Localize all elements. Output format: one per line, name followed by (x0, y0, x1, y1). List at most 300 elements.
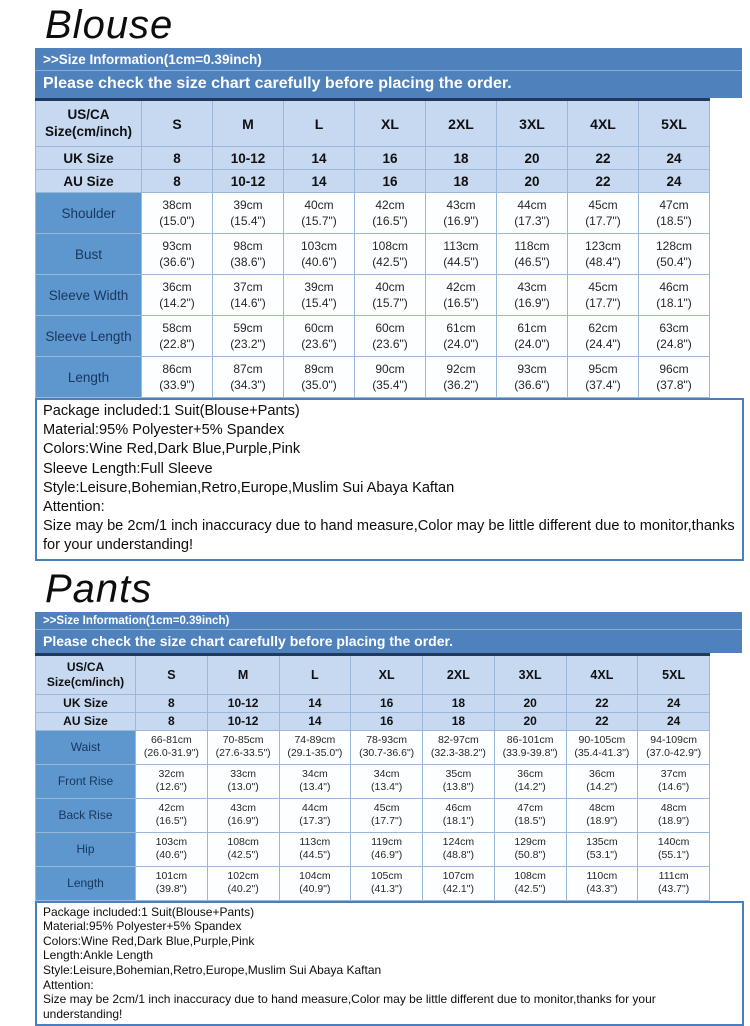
inch-value: (17.7") (585, 214, 621, 228)
uk-size-value: 8 (142, 147, 213, 170)
size-cell (213, 357, 284, 398)
au-size-value: 22 (566, 712, 638, 730)
au-size-value: 10-12 (207, 712, 279, 730)
au-size-value: 24 (638, 712, 710, 730)
inch-value: (46.9") (371, 849, 403, 862)
inch-value: (14.2") (159, 296, 195, 310)
size-cell (638, 798, 710, 832)
cm-value: 110cm (586, 869, 618, 882)
uk-size-row (36, 694, 710, 712)
inch-value: (17.7") (585, 296, 621, 310)
cm-value: 104cm (299, 869, 331, 882)
cm-value: 37cm (660, 767, 687, 780)
uk-size-value: 16 (351, 694, 423, 712)
measure-row-front-rise (36, 764, 710, 798)
cm-value: 140cm (657, 835, 690, 848)
size-cell (423, 764, 495, 798)
inch-value: (40.2") (227, 883, 259, 896)
size-cell (426, 234, 497, 275)
inch-value: (22.8") (159, 337, 195, 351)
measure-row-length (36, 357, 710, 398)
cm-value: 58cm (162, 321, 192, 335)
cm-value: 46cm (659, 280, 689, 294)
size-cell (351, 764, 423, 798)
uk-size-label: UK Size (36, 147, 142, 170)
note-line: Length:Ankle Length (43, 948, 154, 963)
row-label: Bust (36, 234, 142, 275)
inch-value: (13.0") (227, 781, 259, 794)
uk-size-value: 18 (423, 694, 495, 712)
size-cell (136, 798, 208, 832)
size-cell (355, 357, 426, 398)
inch-value: (42.5") (514, 883, 546, 896)
uk-size-value: 8 (136, 694, 208, 712)
inch-value: (35.4-41.3") (574, 747, 630, 760)
inch-value: (41.3") (371, 883, 403, 896)
inch-value: (23.6") (301, 337, 337, 351)
inch-value: (33.9-39.8") (502, 747, 558, 760)
pants-check-chart-text: Please check the size chart carefully before placing the order. (43, 632, 454, 649)
cm-value: 44cm (302, 801, 328, 814)
size-cell (639, 357, 710, 398)
size-cell (497, 316, 568, 357)
cm-value: 111cm (658, 869, 689, 882)
row-label: Front Rise (36, 764, 136, 798)
inch-value: (16.5") (155, 815, 187, 828)
size-cell (284, 234, 355, 275)
cm-value: 42cm (375, 198, 405, 212)
size-header-s: S (142, 100, 213, 147)
size-cell (279, 730, 351, 764)
blouse-notes (35, 398, 744, 561)
size-header-m: M (213, 100, 284, 147)
size-cell (207, 866, 279, 900)
inch-value: (15.4") (230, 214, 266, 228)
cm-value: 48cm (589, 801, 615, 814)
cm-value: 63cm (659, 321, 689, 335)
cm-value: 113cm (443, 239, 479, 253)
size-header-4xl: 4XL (568, 100, 639, 147)
cm-value: 94-109cm (650, 733, 697, 746)
corner-line2: Size(cm/inch) (46, 674, 125, 689)
cm-value: 93cm (517, 362, 547, 376)
note-line: Size may be 2cm/1 inch inaccuracy due to hand measure,Color may be little different due to monitor,thanks for your understanding! (43, 518, 735, 554)
uk-size-value: 16 (355, 147, 426, 170)
size-cell (568, 275, 639, 316)
inch-value: (50.8") (514, 849, 546, 862)
size-cell (142, 275, 213, 316)
cm-value: 39cm (304, 280, 334, 294)
cm-value: 70-85cm (222, 733, 264, 746)
cm-value: 105cm (370, 869, 403, 882)
blouse-banner (35, 48, 742, 98)
au-size-value: 14 (279, 712, 351, 730)
inch-value: (16.9") (514, 296, 550, 310)
size-cell (566, 730, 638, 764)
cm-value: 108cm (227, 835, 259, 848)
cm-value: 123cm (584, 239, 622, 253)
size-cell (213, 234, 284, 275)
size-cell (136, 832, 208, 866)
au-size-row (36, 712, 710, 730)
au-size-value: 20 (494, 712, 566, 730)
size-cell (497, 193, 568, 234)
row-label: Waist (36, 730, 136, 764)
size-cell (566, 866, 638, 900)
cm-value: 42cm (158, 801, 185, 814)
size-cell (142, 316, 213, 357)
size-cell (566, 832, 638, 866)
au-size-value: 20 (497, 170, 568, 193)
pants-size-info-text: >>Size Information(1cm=0.39inch) (35, 612, 742, 630)
size-header-l: L (284, 100, 355, 147)
size-header-2xl: 2XL (426, 100, 497, 147)
au-size-label: AU Size (36, 712, 136, 730)
cm-value: 43cm (230, 801, 256, 814)
size-cell (639, 234, 710, 275)
cm-value: 66-81cm (150, 733, 192, 746)
pants-notes (35, 901, 744, 1026)
inch-value: (14.2") (586, 781, 618, 794)
cm-value: 86-101cm (506, 733, 554, 746)
corner-line1: US/CA (66, 659, 105, 674)
size-cell (142, 193, 213, 234)
inch-value: (35.4") (372, 378, 408, 392)
inch-value: (48.8") (442, 849, 474, 862)
size-cell (279, 764, 351, 798)
inch-value: (40.9") (299, 883, 331, 896)
size-cell (494, 798, 566, 832)
size-cell (497, 357, 568, 398)
size-header-2xl: 2XL (423, 654, 495, 694)
size-header-3xl: 3XL (494, 654, 566, 694)
cm-value: 33cm (230, 767, 256, 780)
inch-value: (17.7") (371, 815, 403, 828)
cm-value: 107cm (442, 869, 475, 882)
cm-value: 60cm (304, 321, 334, 335)
cm-value: 119cm (371, 835, 402, 848)
cm-value: 102cm (227, 869, 259, 882)
cm-value: 36cm (162, 280, 192, 294)
cm-value: 96cm (659, 362, 689, 376)
uk-size-value: 18 (426, 147, 497, 170)
size-cell (355, 275, 426, 316)
inch-value: (26.0-31.9") (143, 747, 199, 760)
inch-value: (15.7") (372, 296, 408, 310)
cm-value: 37cm (233, 280, 263, 294)
size-cell (639, 275, 710, 316)
measure-row-back-rise (36, 798, 710, 832)
au-size-value: 18 (423, 712, 495, 730)
inch-value: (55.1") (658, 849, 690, 862)
au-size-value: 16 (355, 170, 426, 193)
cm-value: 36cm (589, 767, 615, 780)
cm-value: 45cm (588, 280, 618, 294)
inch-value: (36.2") (443, 378, 479, 392)
inch-value: (33.9") (159, 378, 195, 392)
size-cell (568, 193, 639, 234)
size-header-xl: XL (351, 654, 423, 694)
inch-value: (23.2") (230, 337, 266, 351)
row-label: Hip (36, 832, 136, 866)
size-cell (426, 193, 497, 234)
note-line: Size may be 2cm/1 inch inaccuracy due to hand measure,Color may be little different due to monitor,thanks for your understanding! (43, 992, 656, 1021)
inch-value: (15.4") (301, 296, 337, 310)
size-cell (494, 764, 566, 798)
inch-value: (17.3") (299, 815, 331, 828)
au-size-value: 8 (136, 712, 208, 730)
size-cell (426, 357, 497, 398)
size-header-5xl: 5XL (638, 654, 710, 694)
cm-value: 129cm (514, 835, 546, 848)
inch-value: (18.1") (656, 296, 692, 310)
inch-value: (40.6") (301, 255, 337, 269)
corner-line2: Size(cm/inch) (44, 123, 133, 139)
inch-value: (34.3") (230, 378, 266, 392)
cm-value: 86cm (162, 362, 192, 376)
cm-value: 34cm (373, 767, 400, 780)
size-cell (213, 275, 284, 316)
au-size-value: 14 (284, 170, 355, 193)
cm-value: 108cm (514, 869, 546, 882)
size-cell (497, 234, 568, 275)
cm-value: 90-105cm (578, 733, 626, 746)
cm-value: 118cm (514, 239, 550, 253)
cm-value: 40cm (375, 280, 405, 294)
cm-value: 43cm (517, 280, 547, 294)
size-cell (638, 866, 710, 900)
inch-value: (13.4") (299, 781, 331, 794)
inch-value: (13.4") (371, 781, 403, 794)
inch-value: (18.1") (442, 815, 474, 828)
cm-value: 87cm (233, 362, 263, 376)
size-cell (279, 798, 351, 832)
size-cell (351, 730, 423, 764)
size-header-row (36, 654, 710, 694)
inch-value: (17.3") (514, 214, 550, 228)
pants-size-table (35, 653, 710, 901)
inch-value: (35.0") (301, 378, 337, 392)
inch-value: (15.7") (301, 214, 337, 228)
cm-value: 108cm (371, 239, 409, 253)
inch-value: (40.6") (155, 849, 187, 862)
size-cell (638, 832, 710, 866)
size-cell (568, 316, 639, 357)
size-header-m: M (207, 654, 279, 694)
row-label: Back Rise (36, 798, 136, 832)
inch-value: (44.5") (443, 255, 479, 269)
size-header-row (36, 100, 710, 147)
cm-value: 35cm (445, 767, 472, 780)
size-cell (568, 357, 639, 398)
inch-value: (12.6") (155, 781, 187, 794)
pants-section (35, 566, 750, 1026)
size-cell (207, 798, 279, 832)
size-cell (566, 798, 638, 832)
inch-value: (42.1") (442, 883, 474, 896)
inch-value: (48.4") (585, 255, 621, 269)
size-cell (423, 730, 495, 764)
inch-value: (24.0") (514, 337, 550, 351)
size-cell (426, 316, 497, 357)
size-cell (494, 832, 566, 866)
cm-value: 48cm (660, 801, 687, 814)
cm-value: 78-93cm (366, 733, 408, 746)
inch-value: (23.6") (372, 337, 408, 351)
row-label: Sleeve Width (36, 275, 142, 316)
inch-value: (43.7") (658, 883, 690, 896)
inch-value: (14.6") (658, 781, 690, 794)
inch-value: (46.5") (514, 255, 550, 269)
cm-value: 101cm (155, 869, 188, 882)
cm-value: 103cm (155, 835, 188, 848)
size-cell (284, 316, 355, 357)
cm-value: 47cm (659, 198, 689, 212)
inch-value: (29.1-35.0") (287, 747, 343, 760)
inch-value: (30.7-36.6") (359, 747, 415, 760)
cm-value: 42cm (446, 280, 476, 294)
cm-value: 39cm (233, 198, 263, 212)
cm-value: 74-89cm (294, 733, 336, 746)
size-cell (355, 234, 426, 275)
note-line: Colors:Wine Red,Dark Blue,Purple,Pink (43, 441, 301, 458)
measure-row-length (36, 866, 710, 900)
size-cell (284, 357, 355, 398)
size-cell (355, 316, 426, 357)
cm-value: 95cm (588, 362, 618, 376)
size-cell (136, 730, 208, 764)
au-size-row (36, 170, 710, 193)
corner-cell (36, 100, 142, 147)
size-cell (207, 730, 279, 764)
inch-value: (18.9") (586, 815, 618, 828)
size-cell (566, 764, 638, 798)
cm-value: 59cm (233, 321, 263, 335)
au-size-value: 10-12 (213, 170, 284, 193)
inch-value: (42.5") (227, 849, 259, 862)
au-size-value: 24 (639, 170, 710, 193)
size-header-4xl: 4XL (566, 654, 638, 694)
note-line: Attention: (43, 977, 94, 992)
size-cell (351, 866, 423, 900)
inch-value: (42.5") (372, 255, 408, 269)
inch-value: (16.5") (443, 296, 479, 310)
inch-value: (24.0") (443, 337, 479, 351)
au-size-value: 16 (351, 712, 423, 730)
uk-size-value: 20 (497, 147, 568, 170)
pants-banner (35, 612, 742, 653)
note-line: Attention: (43, 499, 105, 516)
inch-value: (43.3") (586, 883, 618, 896)
size-cell (638, 764, 710, 798)
cm-value: 43cm (446, 198, 476, 212)
note-line: Style:Leisure,Bohemian,Retro,Europe,Muslim Sui Abaya Kaftan (43, 479, 455, 496)
inch-value: (37.4") (585, 378, 621, 392)
size-cell (279, 832, 351, 866)
cm-value: 98cm (233, 239, 263, 253)
uk-size-value: 24 (639, 147, 710, 170)
note-line: Style:Leisure,Bohemian,Retro,Europe,Muslim Sui Abaya Kaftan (43, 963, 382, 977)
cm-value: 128cm (655, 239, 693, 253)
blouse-size-info-text: >>Size Information(1cm=0.39inch) (35, 48, 742, 71)
inch-value: (24.8") (656, 337, 692, 351)
note-line: Package included:1 Suit(Blouse+Pants) (43, 904, 255, 919)
size-header-5xl: 5XL (639, 100, 710, 147)
corner-line1: US/CA (67, 106, 110, 122)
cm-value: 60cm (375, 321, 405, 335)
inch-value: (18.9") (658, 815, 690, 828)
cm-value: 89cm (304, 362, 334, 376)
uk-size-value: 10-12 (207, 694, 279, 712)
cm-value: 45cm (588, 198, 618, 212)
cm-value: 61cm (446, 321, 476, 335)
inch-value: (16.9") (443, 214, 479, 228)
size-cell (423, 832, 495, 866)
note-line: Material:95% Polyester+5% Spandex (43, 919, 242, 934)
size-cell (497, 275, 568, 316)
inch-value: (13.8") (442, 781, 474, 794)
row-label: Length (36, 357, 142, 398)
cm-value: 44cm (517, 198, 547, 212)
size-cell (207, 832, 279, 866)
uk-size-value: 10-12 (213, 147, 284, 170)
pants-title: Pants (45, 566, 153, 611)
note-line: Sleeve Length:Full Sleeve (43, 460, 213, 477)
inch-value: (36.6") (159, 255, 195, 269)
inch-value: (50.4") (656, 255, 692, 269)
inch-value: (39.8") (155, 883, 187, 896)
cm-value: 82-97cm (437, 733, 479, 746)
inch-value: (53.1") (586, 849, 618, 862)
size-cell (639, 316, 710, 357)
inch-value: (32.3-38.2") (430, 747, 486, 760)
size-cell (142, 357, 213, 398)
corner-cell (36, 654, 136, 694)
uk-size-value: 14 (279, 694, 351, 712)
size-cell (279, 866, 351, 900)
cm-value: 47cm (517, 801, 543, 814)
size-cell (284, 275, 355, 316)
cm-value: 32cm (158, 767, 185, 780)
cm-value: 92cm (446, 362, 476, 376)
measure-row-sleeve-length (36, 316, 710, 357)
note-line: Material:95% Polyester+5% Spandex (43, 422, 285, 439)
cm-value: 135cm (586, 835, 618, 848)
cm-value: 34cm (302, 767, 328, 780)
inch-value: (27.6-33.5") (215, 747, 271, 760)
uk-size-value: 20 (494, 694, 566, 712)
size-cell (213, 193, 284, 234)
blouse-check-chart-text: Please check the size chart carefully before placing the order. (43, 75, 512, 92)
au-size-value: 8 (142, 170, 213, 193)
inch-value: (14.2") (514, 781, 546, 794)
inch-value: (24.4") (585, 337, 621, 351)
inch-value: (16.5") (372, 214, 408, 228)
size-header-xl: XL (355, 100, 426, 147)
measure-row-waist (36, 730, 710, 764)
size-cell (351, 832, 423, 866)
uk-size-value: 24 (638, 694, 710, 712)
cm-value: 62cm (588, 321, 618, 335)
size-cell (568, 234, 639, 275)
measure-row-bust (36, 234, 710, 275)
size-header-l: L (279, 654, 351, 694)
size-cell (494, 866, 566, 900)
inch-value: (16.9") (227, 815, 259, 828)
au-size-value: 22 (568, 170, 639, 193)
row-label: Shoulder (36, 193, 142, 234)
cm-value: 93cm (162, 239, 192, 253)
